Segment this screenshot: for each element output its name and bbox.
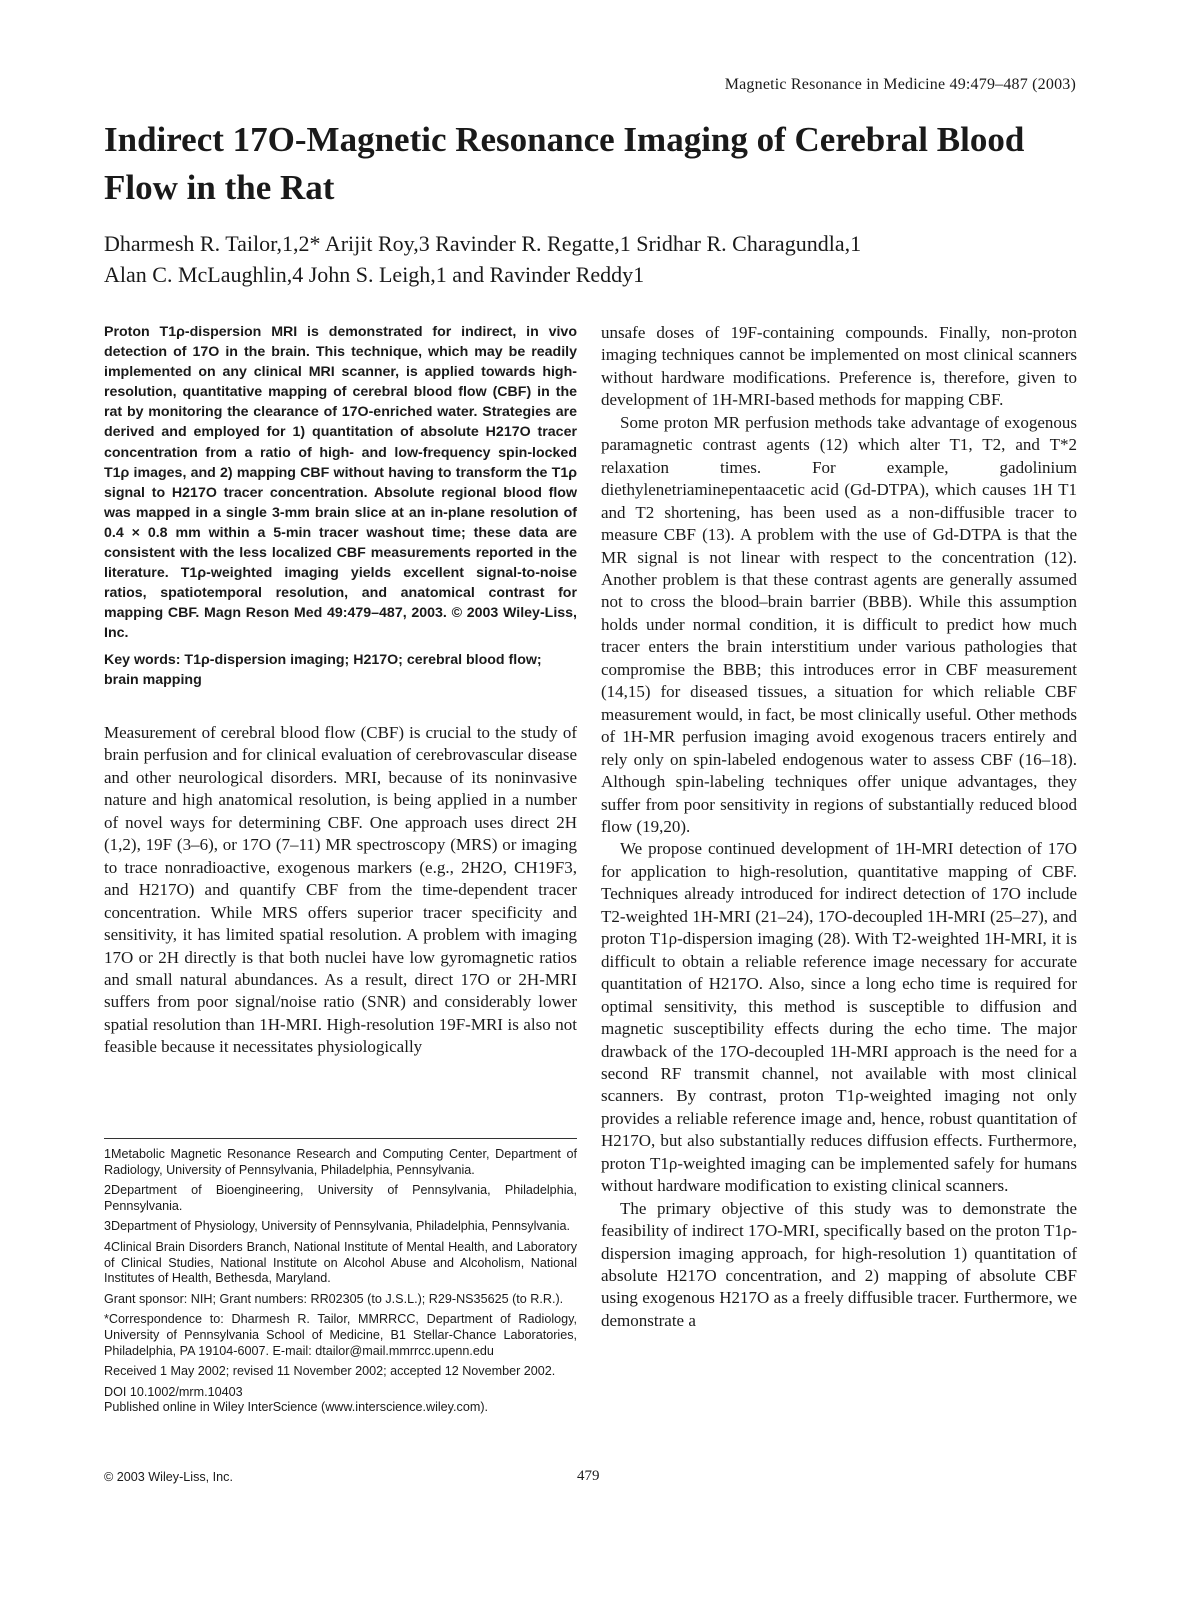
copyright: © 2003 Wiley-Liss, Inc.: [104, 1470, 233, 1484]
footnote-affiliation-3: 3Department of Physiology, University of Pennsylvania, Philadelphia, Pennsylvania.: [104, 1219, 570, 1234]
footnote-affiliation-1: 1Metabolic Magnetic Resonance Research and Computing Center, Department of Radiology, University of Pennsylvania, Philadelphia, Pennsylvania.: [104, 1147, 577, 1177]
footnote-received: Received 1 May 2002; revised 11 November 2002; accepted 12 November 2002.: [104, 1364, 556, 1379]
author-line-1: Dharmesh R. Tailor,1,2* Arijit Roy,3 Ravinder R. Regatte,1 Sridhar R. Charagundla,1: [104, 231, 862, 256]
intro-paragraph-left: Measurement of cerebral blood flow (CBF) is crucial to the study of brain perfusion and for clinical evaluation of cerebrovascular disease and other neurological disorders. MRI, because of its noninvasive nature and high anatomical resolution, is being applied in a number of novel ways for determining CBF. One approach uses direct 2H (1,2), 19F (3–6), or 17O (7–11) MR spectroscopy (MRS) or imaging to trace nonradioactive, exogenous markers (e.g., 2H2O, CH19F3, and H217O) and quantify CBF from the time-dependent tracer concentration. While MRS offers superior tracer specificity and sensitivity, it has limited spatial resolution. A problem with imaging 17O or 2H directly is that both nuclei have low gyromagnetic ratios and small natural abundances. As a result, direct 17O or 2H-MRI suffers from poor signal/noise ratio (SNR) and considerably lower spatial resolution than 1H-MRI. High-resolution 19F-MRI is also not feasible because it necessitates physiologically: [104, 723, 577, 1057]
footnote-affiliation-4: 4Clinical Brain Disorders Branch, National Institute of Mental Health, and Laboratory of Clinical Studies, National Institute on Alcohol Abuse and Alcoholism, National Institutes of Health, Bethesda, Maryland.: [104, 1239, 577, 1286]
footnote-correspondence: *Correspondence to: Dharmesh R. Tailor, MMRRCC, Department of Radiology, University of Pennsylvania School of Medicine, B1 Stellar-Chance Laboratories, Philadelphia, PA 19104-6007. E-mail: dtailor@mail.mmrrcc.upenn.edu: [104, 1312, 577, 1358]
footnotes: [104, 1138, 577, 1421]
left-column: [104, 322, 577, 1057]
right-column: [601, 322, 1077, 1332]
body-paragraph: We propose continued development of 1H-MRI detection of 17O for application to high-resolution, quantitative mapping of CBF. Techniques already introduced for indirect detection of 17O include T2-weighted 1H-MRI (21–24), 17O-decoupled 1H-MRI (25–27), and proton T1ρ-dispersion imaging (28). With T2-weighted 1H-MRI, it is difficult to obtain a reliable reference image necessary for accurate quantitation of H217O. Also, since a long echo time is required for optimal sensitivity, this method is susceptible to diffusion and magnetic susceptibility effects during the echo time. The major drawback of the 17O-decoupled 1H-MRI approach is the need for a second RF transmit channel, not available with most clinical scanners. By contrast, proton T1ρ-weighted imaging not only provides a reliable reference image and, hence, robust quantitation of H217O, but also substantially reduces diffusion effects. Furthermore, proton T1ρ-weighted imaging can be implemented safely for humans without hardware modification to existing clinical scanners.: [601, 839, 1077, 1196]
abstract: Proton T1ρ-dispersion MRI is demonstrated for indirect, in vivo detection of 17O in the brain. This technique, which may be readily implemented on any clinical MRI scanner, is applied towards high-resolution, quantitative mapping of cerebral blood flow (CBF) in the rat by monitoring the clearance of 17O-enriched water. Strategies are derived and employed for 1) quantitation of absolute H217O tracer concentration from a ratio of high- and low-frequency spin-locked T1ρ images, and 2) mapping CBF without having to transform the T1ρ signal to H217O tracer concentration. Absolute regional blood flow was mapped in a single 3-mm brain slice at an in-plane resolution of 0.4 × 0.8 mm within a 5-min tracer washout time; these data are consistent with the less localized CBF measurements reported in the literature. T1ρ-weighted imaging yields excellent signal-to-noise ratios, spatiotemporal resolution, and anatomical contrast for mapping CBF. Magn Reson Med 49:479–487, 2003. © 2003 Wiley-Liss, Inc.: [104, 324, 577, 642]
footnote-doi: DOI 10.1002/mrm.10403 Published online in Wiley InterScience (www.interscience.wiley.com).: [104, 1384, 489, 1415]
author-line-2: Alan C. McLaughlin,4 John S. Leigh,1 and Ravinder Reddy1: [104, 262, 645, 287]
footnote-grant: Grant sponsor: NIH; Grant numbers: RR02305 (to J.S.L.); R29-NS35625 (to R.R.).: [104, 1291, 564, 1306]
footnote-affiliation-2: 2Department of Bioengineering, University of Pennsylvania, Philadelphia, Pennsylvania.: [104, 1183, 577, 1213]
body-paragraph: unsafe doses of 19F-containing compounds. Finally, non-proton imaging techniques cannot be implemented on most clinical scanners without hardware modifications. Preference is, therefore, given to development of 1H-MRI-based methods for mapping CBF.: [601, 323, 1077, 410]
journal-header: Magnetic Resonance in Medicine 49:479–487 (2003): [724, 76, 1076, 93]
page-number: 479: [577, 1468, 600, 1484]
article-title: Indirect 17O-Magnetic Resonance Imaging of Cerebral Blood Flow in the Rat: [104, 120, 1025, 207]
keywords: Key words: T1ρ-dispersion imaging; H217O; cerebral blood flow; brain mapping: [104, 651, 542, 688]
body-paragraph: Some proton MR perfusion methods take advantage of exogenous paramagnetic contrast agents (12) which alter T1, T2, and T*2 relaxation times. For example, gadolinium diethylenetriaminepentaacetic acid (Gd-DTPA), which causes 1H T1 and T2 shortening, has been used as a non-diffusible tracer to measure CBF (13). A problem with the use of Gd-DTPA is that the MR signal is not linear with respect to the concentration (12). Another problem is that these contrast agents are generally assumed not to cross the blood–brain barrier (BBB). While this assumption holds under normal condition, it is difficult to predict how much tracer enters the brain interstitium under various pathologies that compromise the BBB; this introduces error in CBF measurement (14,15) for diseased tissues, a situation for which reliable CBF measurement would, in fact, be most clinically useful. Other methods of 1H-MR perfusion imaging avoid exogenous tracers entirely and rely only on spin-labeled endogenous water to assess CBF (16–18). Although spin-labeling techniques offer unique advantages, they suffer from poor sensitivity in regions of substantially reduced blood flow (19,20).: [601, 412, 1077, 836]
body-paragraph: The primary objective of this study was to demonstrate the feasibility of indirect 17O-MRI, specifically based on the proton T1ρ-dispersion imaging approach, for high-resolution 1) quantitation of absolute H217O concentration, and 2) mapping of absolute CBF using exogenous H217O as a freely diffusible tracer. Furthermore, we demonstrate a: [601, 1198, 1077, 1330]
author-list: [104, 228, 1104, 290]
